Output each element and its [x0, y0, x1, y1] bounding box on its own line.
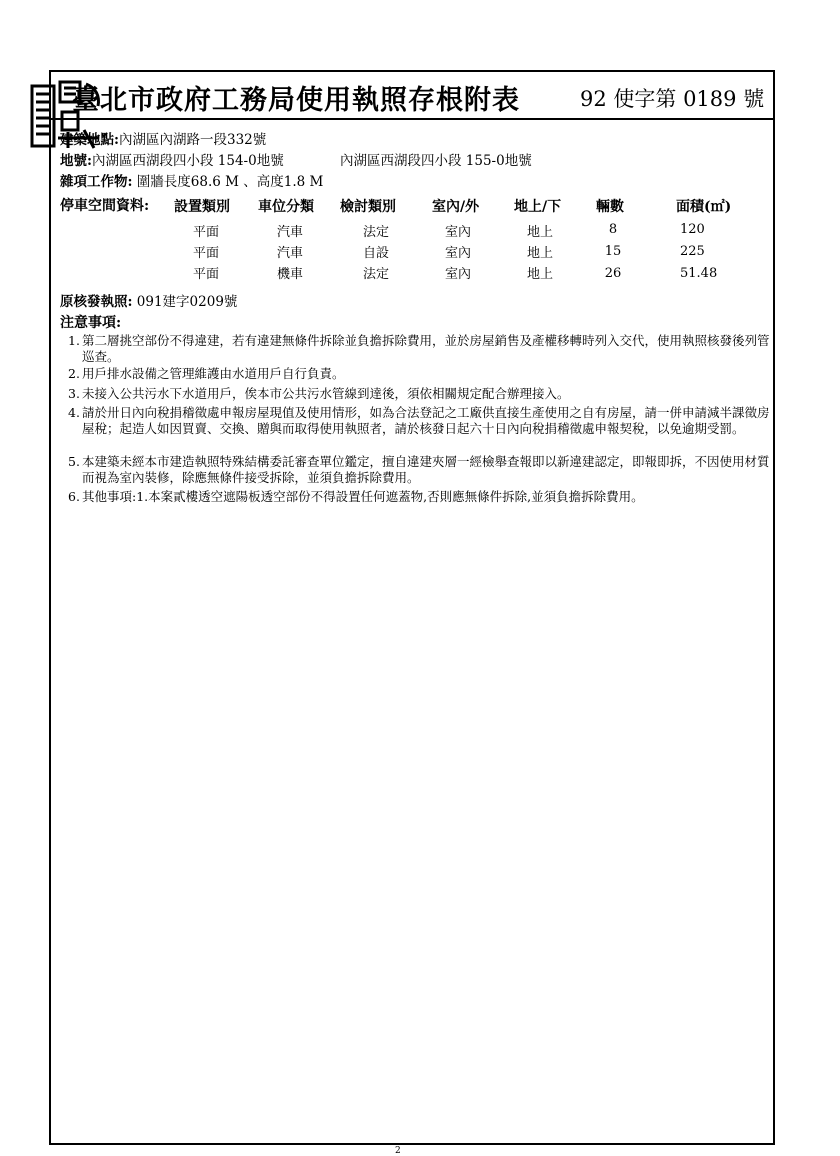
lot-row: [60, 149, 284, 169]
note-text: 其他事項:1.本案貳樓透空遮陽板透空部份不得設置任何遮蓋物,否則應無條件拆除,並須負擔拆除費用。: [82, 489, 644, 504]
original-permit-row: [60, 290, 237, 310]
parking-label: 停車空間資料:: [60, 198, 150, 214]
table-cell: 機車: [276, 267, 303, 282]
page-mark: 2: [395, 1146, 401, 1156]
table-cell: 地上: [526, 267, 553, 282]
lot-label: 地號:: [60, 153, 92, 169]
lot-value-1: 內湖區西湖段四小段 154-0地號: [91, 153, 284, 169]
parking-col-header: 地上/下: [514, 199, 562, 215]
table-cell: 26: [604, 266, 622, 281]
parking-col-header: 車位分類: [258, 199, 314, 215]
permit-number: 92 使字第 0189 號: [580, 87, 765, 111]
note-number: 4.: [68, 405, 80, 420]
note-item: [68, 454, 780, 486]
table-cell: 法定: [362, 267, 389, 282]
table-cell: 225: [680, 244, 705, 259]
table-cell: 汽車: [276, 246, 303, 261]
note-item: [68, 489, 780, 505]
parking-col-header: 檢討類別: [340, 199, 396, 215]
address-label: 建築地點:: [60, 132, 119, 148]
table-cell: 地上: [526, 225, 553, 240]
notes-heading: 注意事項:: [60, 315, 122, 331]
original-permit-value: 091建字0209號: [136, 294, 238, 310]
table-cell: 法定: [362, 225, 389, 240]
note-item: [68, 333, 780, 365]
lot-value-2: 內湖區西湖段四小段 155-0地號: [340, 153, 532, 169]
note-text: 第二層挑空部份不得違建，若有違建無條件拆除並負擔拆除費用，並於房屋銷售及產權移轉時列入交代，使用執照核發後列管巡查。: [82, 333, 770, 364]
note-number: 2.: [68, 366, 80, 381]
address-row: [60, 128, 266, 148]
note-text: 未接入公共污水下水道用戶，俟本市公共污水管線到達後，須依相關規定配合辦理接入。: [82, 386, 570, 401]
note-number: 1.: [68, 333, 80, 348]
original-permit-label: 原核發執照:: [60, 294, 133, 310]
misc-value: 圍牆長度68.6 M 、高度1.8 M: [136, 174, 324, 190]
table-cell: 汽車: [276, 225, 303, 240]
parking-col-header: 輛數: [596, 199, 624, 215]
parking-col-header: 室內/外: [432, 199, 480, 215]
table-cell: 120: [680, 222, 705, 237]
table-cell: 地上: [526, 246, 553, 261]
parking-col-header: 面積(㎡): [676, 199, 732, 215]
table-cell: 平面: [192, 225, 219, 240]
note-number: 6.: [68, 489, 80, 504]
note-item: [68, 386, 780, 402]
note-item: [68, 366, 780, 382]
note-number: 3.: [68, 386, 80, 401]
note-number: 5.: [68, 454, 80, 469]
document-title: 臺北市政府工務局使用執照存根附表: [72, 85, 520, 116]
table-cell: 15: [604, 244, 622, 259]
address-value: 內湖區內湖路一段332號: [118, 132, 267, 148]
misc-row: [60, 170, 323, 190]
header-divider: [49, 118, 775, 120]
table-cell: 自設: [362, 246, 389, 261]
table-cell: 室內: [444, 246, 471, 261]
document-frame: [49, 70, 775, 1145]
note-text: 用戶排水設備之管理維護由水道用戶自行負責。: [82, 366, 345, 381]
table-cell: 51.48: [680, 266, 718, 281]
table-cell: 室內: [444, 225, 471, 240]
table-cell: 8: [608, 222, 618, 237]
table-cell: 平面: [192, 246, 219, 261]
table-cell: 平面: [192, 267, 219, 282]
note-text: 本建築未經本市建造執照特殊結構委託審查單位鑑定，擅自違建夾層一經檢舉查報即以新違建認定，即報即拆，不因使用材質而視為室內裝修，除應無條件接受拆除，並須負擔拆除費用。: [82, 454, 770, 485]
note-text: 請於卅日內向稅捐稽徵處申報房屋現值及使用情形，如為合法登記之工廠供直接生產使用之自有房屋，請一併申請減半課徵房屋稅；起造人如因買賣、交換、贈與而取得使用執照者，請於核發日起六十日內向稅捐稽徵處申報契稅，以免逾期受罰。: [82, 405, 770, 436]
table-cell: 室內: [444, 267, 471, 282]
misc-label: 雜項工作物:: [60, 174, 133, 190]
parking-col-header: 設置類別: [174, 199, 230, 215]
note-item: [68, 405, 780, 437]
